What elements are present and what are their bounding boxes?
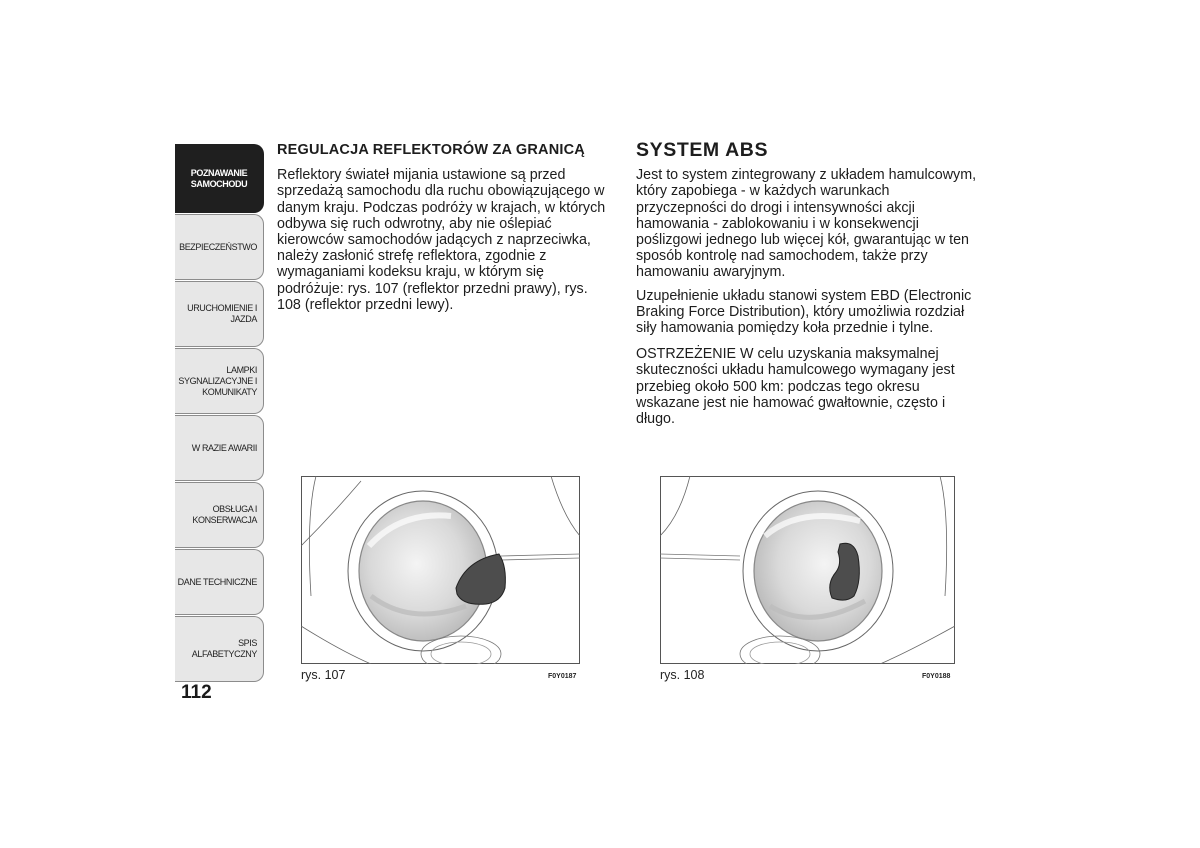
figure-code: F0Y0188	[922, 673, 951, 680]
section-heading: SYSTEM ABS	[636, 139, 769, 161]
tab-spis-alfabetyczny[interactable]: SPIS ALFABETYCZNY	[175, 616, 264, 682]
page-number: 112	[181, 682, 212, 703]
tab-lampki-sygnalizacyjne[interactable]: LAMPKI SYGNALIZACYJNE I KOMUNIKATY	[175, 348, 264, 414]
headlight-adjustment-section	[277, 142, 609, 320]
figure-left-headlight	[660, 476, 955, 664]
figure-right-headlight	[301, 476, 580, 664]
tab-dane-techniczne[interactable]: DANE TECHNICZNE	[175, 549, 264, 615]
section-paragraph: Reflektory świateł mijania ustawione są przed sprzedażą samochodu dla ruchu obowiązującego w danym kraju. Podczas podróży w krajach, w których odbywa się ruch odwrotny, aby nie oślepiać kierowców samochodów jadących z naprzeciwka, należy zasłonić strefę reflektora, zgodnie z wymaganiami kodeksu kraju, w którym się podróżuje: rys. 107 (reflektor przedni prawy), rys. 108 (reflektor przedni lewy).	[277, 167, 606, 313]
section-heading: REGULACJA REFLEKTORÓW ZA GRANICĄ	[277, 142, 585, 158]
tab-obsluga-i-konserwacja[interactable]: OBSŁUGA I KONSERWACJA	[175, 482, 264, 548]
section-paragraph: Jest to system zintegrowany z układem hamulcowym, który zapobiega - w każdych warunkach przyczepności do drogi i intensywności akcji hamowania - zablokowaniu i w konsekwencji poślizgowi jednego lub więcej kół, gwarantując w ten sposób kontrolę nad samochodem, także przy hamowaniu awaryjnym.	[636, 167, 977, 281]
tab-bezpieczenstwo[interactable]: BEZPIECZEŃSTWO	[175, 214, 264, 280]
headlight-illustration	[660, 476, 955, 664]
figure-caption: rys. 108	[660, 668, 705, 682]
chapter-tabs	[175, 144, 265, 683]
tab-poznawanie-samochodu[interactable]: POZNAWANIE SAMOCHODU	[175, 144, 264, 213]
figure-caption: rys. 107	[301, 668, 346, 682]
abs-section	[636, 139, 978, 434]
headlight-illustration	[301, 476, 580, 664]
figure-code: F0Y0187	[548, 673, 577, 680]
tab-w-razie-awarii[interactable]: W RAZIE AWARII	[175, 415, 264, 481]
tab-uruchomienie-i-jazda[interactable]: URUCHOMIENIE I JAZDA	[175, 281, 264, 347]
section-paragraph: Uzupełnienie układu stanowi system EBD (Electronic Braking Force Distribution), który umożliwia rozdział siły hamowania pomiędzy koła przednie i tylne.	[636, 287, 972, 337]
warning-paragraph: OSTRZEŻENIE W celu uzyskania maksymalnej skuteczności układu hamulcowego wymagany jest przebieg około 500 km: podczas tego okresu wskazane jest nie hamować gwałtownie, często i długo.	[636, 346, 955, 428]
